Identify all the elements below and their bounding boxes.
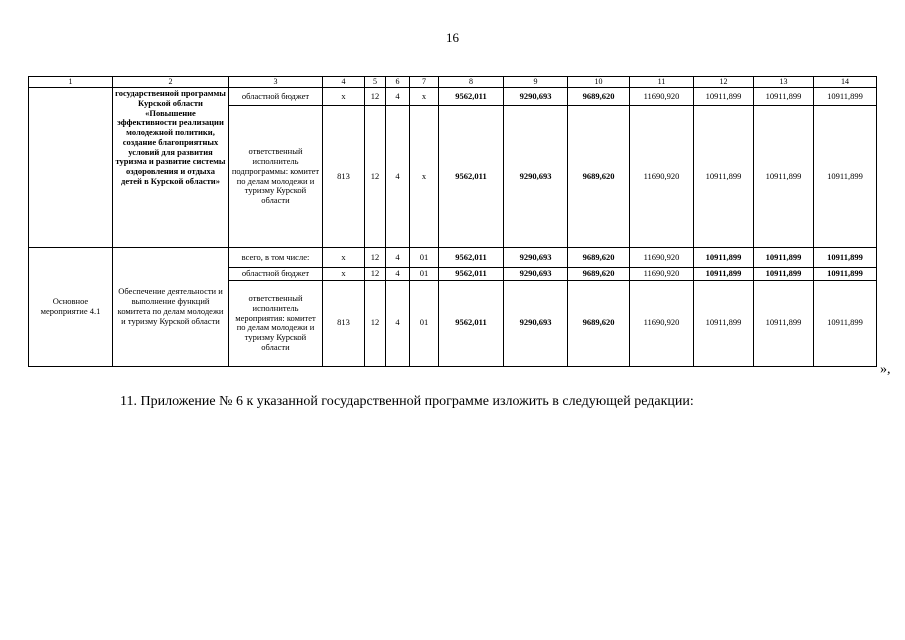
value-cell: 9689,620 [568, 106, 630, 248]
value-cell: 9689,620 [568, 248, 630, 268]
value-cell: 10911,899 [694, 280, 754, 366]
value-cell: 10911,899 [694, 248, 754, 268]
page-number: 16 [446, 30, 459, 45]
source-cell: областной бюджет [229, 268, 323, 281]
value-cell: 9562,011 [439, 268, 504, 281]
value-cell: 10911,899 [814, 88, 877, 106]
code-cell: x [323, 268, 365, 281]
source-cell: ответственный исполнитель мероприятия: комитет по делам молодежи и туризму Курской области [229, 280, 323, 366]
header-cell: 3 [229, 77, 323, 88]
source-cell: областной бюджет [229, 88, 323, 106]
value-cell: 10911,899 [754, 248, 814, 268]
code-cell: 12 [365, 268, 386, 281]
value-cell: 10911,899 [814, 248, 877, 268]
header-cell: 4 [323, 77, 365, 88]
code-cell: 813 [323, 280, 365, 366]
header-cell: 2 [113, 77, 229, 88]
table-row [29, 248, 877, 268]
value-cell: 9290,693 [504, 268, 568, 281]
value-cell: 9290,693 [504, 88, 568, 106]
value-cell: 10911,899 [694, 268, 754, 281]
header-cell: 14 [814, 77, 877, 88]
activity-name-cell: Обеспечение деятельности и выполнение функций комитета по делам молодежи и туризму Курской области [113, 248, 229, 367]
header-cell: 9 [504, 77, 568, 88]
code-cell: x [323, 88, 365, 106]
header-cell: 5 [365, 77, 386, 88]
header-cell: 8 [439, 77, 504, 88]
header-cell: 13 [754, 77, 814, 88]
code-cell: x [410, 106, 439, 248]
value-cell: 10911,899 [814, 106, 877, 248]
code-cell: 4 [386, 248, 410, 268]
code-cell: 4 [386, 106, 410, 248]
code-cell: x [410, 88, 439, 106]
value-cell: 10911,899 [814, 280, 877, 366]
value-cell: 10911,899 [754, 88, 814, 106]
value-cell: 11690,920 [630, 248, 694, 268]
code-cell: 12 [365, 106, 386, 248]
code-cell: 813 [323, 106, 365, 248]
header-cell: 11 [630, 77, 694, 88]
header-cell: 7 [410, 77, 439, 88]
source-cell: всего, в том числе: [229, 248, 323, 268]
code-cell: 4 [386, 280, 410, 366]
value-cell: 10911,899 [754, 280, 814, 366]
value-cell: 9562,011 [439, 106, 504, 248]
value-cell: 11690,920 [630, 106, 694, 248]
value-cell: 10911,899 [814, 268, 877, 281]
code-cell: 12 [365, 280, 386, 366]
paragraph-text: 11. Приложение № 6 к указанной государственной программе изложить в следующей редакции: [120, 394, 694, 409]
value-cell: 10911,899 [694, 88, 754, 106]
code-cell: 12 [365, 88, 386, 106]
value-cell: 9290,693 [504, 248, 568, 268]
closing-quote: », [880, 362, 891, 377]
value-cell: 10911,899 [754, 268, 814, 281]
value-cell: 9689,620 [568, 88, 630, 106]
code-cell: 4 [386, 268, 410, 281]
value-cell: 9689,620 [568, 268, 630, 281]
status-cell: Основное мероприятие 4.1 [29, 248, 113, 367]
header-cell: 6 [386, 77, 410, 88]
budget-table [28, 76, 877, 367]
code-cell: 01 [410, 268, 439, 281]
value-cell: 9562,011 [439, 280, 504, 366]
value-cell: 10911,899 [694, 106, 754, 248]
value-cell: 11690,920 [630, 88, 694, 106]
program-name-cell: государственной программы Курской области «Повышение эффективности реализации молодежной политики, создание благоприятных условий для развития туризма и развитие системы оздоровления и отдыха детей в Курской области» [113, 88, 229, 248]
code-cell: 4 [386, 88, 410, 106]
source-cell: ответственный исполнитель подпрограммы: комитет по делам молодежи и туризму Курской области [229, 106, 323, 248]
value-cell: 10911,899 [754, 106, 814, 248]
value-cell: 9562,011 [439, 248, 504, 268]
value-cell: 9689,620 [568, 280, 630, 366]
header-cell: 10 [568, 77, 630, 88]
code-cell: 01 [410, 248, 439, 268]
empty-status-cell [29, 88, 113, 248]
header-cell: 12 [694, 77, 754, 88]
table-row [29, 88, 877, 106]
code-cell: x [323, 248, 365, 268]
code-cell: 01 [410, 280, 439, 366]
value-cell: 9290,693 [504, 106, 568, 248]
header-row [29, 77, 877, 88]
value-cell: 11690,920 [630, 268, 694, 281]
header-cell: 1 [29, 77, 113, 88]
value-cell: 9290,693 [504, 280, 568, 366]
code-cell: 12 [365, 248, 386, 268]
value-cell: 11690,920 [630, 280, 694, 366]
value-cell: 9562,011 [439, 88, 504, 106]
